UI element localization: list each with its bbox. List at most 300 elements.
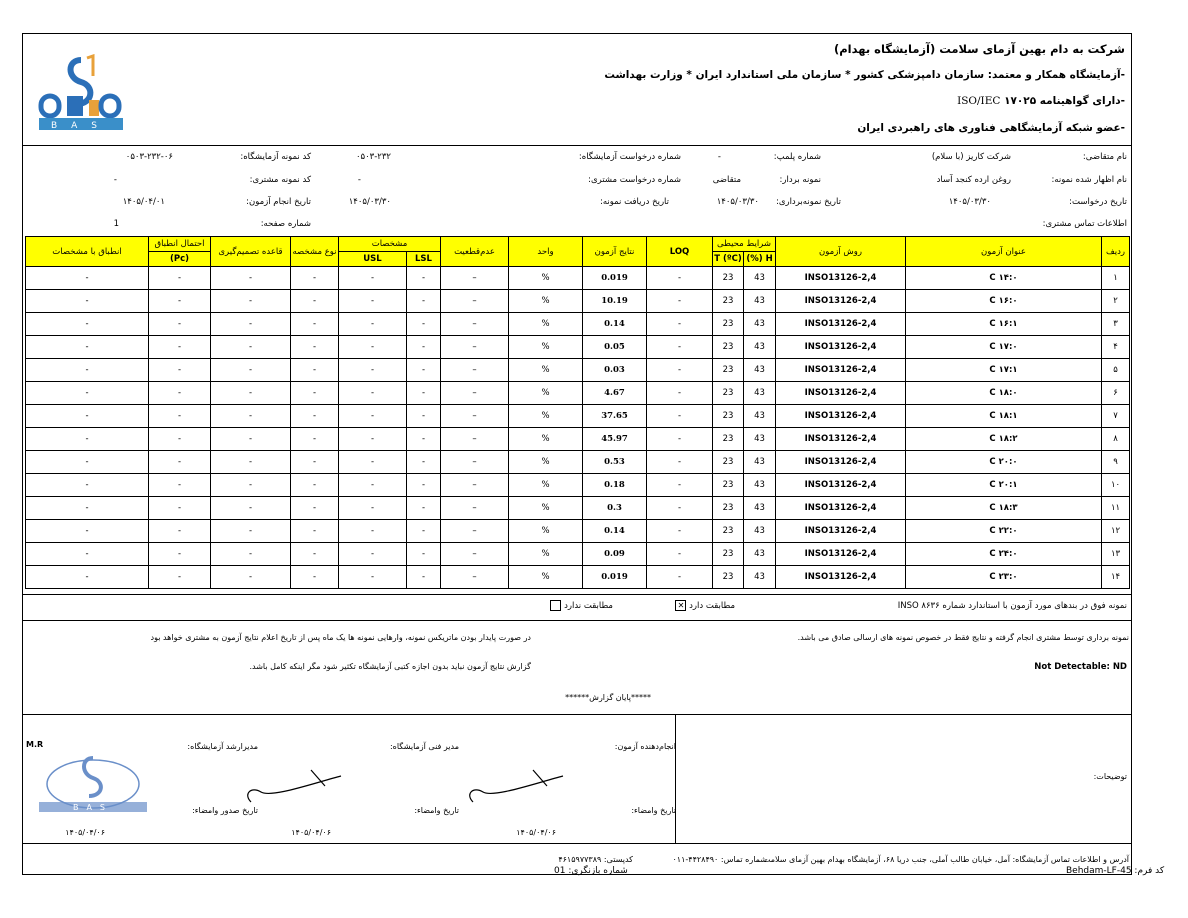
header-unit: واحد [509, 237, 583, 267]
cell-decision-rule: - [211, 428, 291, 451]
cell-unit: % [509, 382, 583, 405]
table-row [26, 405, 1130, 428]
copy-note: گزارش نتایج آزمون نباید بدون اجازه کتبی آزمایشگاه تکثیر شود مگر اینکه کامل باشد. [249, 662, 531, 671]
cell-temperature: 23 [713, 566, 744, 589]
cell-unit: % [509, 336, 583, 359]
cell-unit: % [509, 313, 583, 336]
cell-temperature: 23 [713, 313, 744, 336]
signature-top-line [23, 714, 1131, 715]
cell-result: 0.05 [583, 336, 647, 359]
cell-spec-type: - [291, 451, 339, 474]
remarks-divider [675, 714, 676, 843]
cell-loq: - [647, 359, 713, 382]
test-date-label: تاریخ انجام آزمون: [246, 197, 311, 207]
cell-lsl: - [407, 520, 441, 543]
cell-loq: - [647, 566, 713, 589]
cell-test-title: C ۲۴:۰ [906, 543, 1102, 566]
cell-temperature: 23 [713, 543, 744, 566]
not-conforms-label: مطابقت ندارد [564, 601, 613, 611]
revision-number: شماره بازنگری: 01 [554, 866, 628, 876]
cell-decision-rule: - [211, 497, 291, 520]
cell-conformity: - [26, 451, 149, 474]
header-specification: مشخصات [339, 237, 441, 252]
cell-conformity: - [26, 336, 149, 359]
header-temperature: T (ºC) [713, 252, 744, 267]
cell-lsl: - [407, 451, 441, 474]
cell-temperature: 23 [713, 497, 744, 520]
not-conforms-option [550, 600, 613, 611]
cell-row-number: ۱۴ [1102, 566, 1130, 589]
cell-test-method: INSO13126-2,4 [776, 451, 906, 474]
certificate-number: -دارای گواهینامه ۱۷۰۲۵ [1004, 95, 1125, 107]
mr-label: M.R [26, 740, 44, 749]
cell-humidity: 43 [744, 405, 776, 428]
sampler-value: متقاضی [712, 175, 741, 185]
nd-note: Not Detectable: ND [1034, 662, 1127, 672]
cell-uncertainty: – [441, 290, 509, 313]
cell-lsl: - [407, 497, 441, 520]
cell-row-number: ۱۲ [1102, 520, 1130, 543]
cell-usl: - [339, 336, 407, 359]
cell-uncertainty: – [441, 520, 509, 543]
cell-row-number: ۹ [1102, 451, 1130, 474]
cell-spec-type: - [291, 290, 339, 313]
cell-uncertainty: – [441, 405, 509, 428]
cell-conformity-probability: - [149, 428, 211, 451]
header-conformity-probability: احتمال انطباق [149, 237, 211, 252]
tester-signature [463, 764, 583, 810]
cell-humidity: 43 [744, 290, 776, 313]
header-spec-type: نوع مشخصه [291, 237, 339, 267]
cell-result: 45.97 [583, 428, 647, 451]
table-row [26, 497, 1130, 520]
cell-humidity: 43 [744, 359, 776, 382]
cell-decision-rule: - [211, 451, 291, 474]
tech-manager-date-value: ۱۴۰۵/۰۴/۰۶ [291, 828, 331, 837]
cell-lsl: - [407, 474, 441, 497]
header-affiliation: -آزمایشگاه همکار و معتمد: سازمان دامپزشکی کشور * سازمان ملی استاندارد ایران * وزارت بهداشت [604, 69, 1125, 81]
cell-usl: - [339, 359, 407, 382]
cell-test-method: INSO13126-2,4 [776, 313, 906, 336]
cell-conformity-probability: - [149, 405, 211, 428]
cell-row-number: ۸ [1102, 428, 1130, 451]
table-row [26, 474, 1130, 497]
cell-humidity: 43 [744, 566, 776, 589]
cell-unit: % [509, 451, 583, 474]
lab-logo [37, 54, 125, 134]
cell-humidity: 43 [744, 474, 776, 497]
cell-conformity-probability: - [149, 336, 211, 359]
cell-conformity: - [26, 313, 149, 336]
cell-result: 10.19 [583, 290, 647, 313]
cell-test-title: C ۱۸:۱ [906, 405, 1102, 428]
cell-temperature: 23 [713, 474, 744, 497]
cell-uncertainty: – [441, 451, 509, 474]
cell-temperature: 23 [713, 405, 744, 428]
table-row [26, 290, 1130, 313]
cell-uncertainty: – [441, 497, 509, 520]
cell-spec-type: - [291, 382, 339, 405]
cell-unit: % [509, 405, 583, 428]
not-conforms-checkbox[interactable] [550, 600, 561, 611]
cell-conformity: - [26, 267, 149, 290]
sampling-date-label: تاریخ نمونه‌برداری: [775, 197, 841, 207]
cell-conformity-probability: - [149, 520, 211, 543]
applicant-value: شرکت کاریز (با سلام) [931, 152, 1011, 162]
cell-row-number: ۴ [1102, 336, 1130, 359]
conforms-checkbox[interactable]: ✕ [675, 600, 686, 611]
cell-temperature: 23 [713, 428, 744, 451]
sample-name-value: روغن ارده کنجد آساد [936, 175, 1011, 185]
cell-conformity: - [26, 543, 149, 566]
cell-result: 0.14 [583, 313, 647, 336]
stamp-text: BAS [72, 803, 114, 812]
cell-conformity: - [26, 382, 149, 405]
cell-loq: - [647, 336, 713, 359]
cell-conformity: - [26, 497, 149, 520]
table-row [26, 267, 1130, 290]
header-environment: شرایط محیطی [713, 237, 776, 252]
cell-loq: - [647, 290, 713, 313]
cell-test-title: C ۲۳:۰ [906, 566, 1102, 589]
results-table [25, 236, 1130, 589]
cell-loq: - [647, 451, 713, 474]
cell-usl: - [339, 520, 407, 543]
cell-lsl: - [407, 267, 441, 290]
cell-spec-type: - [291, 267, 339, 290]
issue-date-value: ۱۴۰۵/۰۴/۰۶ [65, 828, 105, 837]
cell-temperature: 23 [713, 520, 744, 543]
cell-test-method: INSO13126-2,4 [776, 474, 906, 497]
footer-top-line [23, 843, 1131, 844]
table-row [26, 336, 1130, 359]
header-conformity: انطباق با مشخصات [26, 237, 149, 267]
cell-uncertainty: – [441, 566, 509, 589]
cell-lsl: - [407, 359, 441, 382]
cell-result: 0.03 [583, 359, 647, 382]
cell-spec-type: - [291, 543, 339, 566]
cell-row-number: ۶ [1102, 382, 1130, 405]
cell-conformity-probability: - [149, 359, 211, 382]
cell-decision-rule: - [211, 543, 291, 566]
client-request-value: - [357, 175, 361, 185]
cell-usl: - [339, 428, 407, 451]
cell-humidity: 43 [744, 382, 776, 405]
cell-decision-rule: - [211, 474, 291, 497]
cell-conformity-probability: - [149, 543, 211, 566]
logo-text: BAS [50, 121, 112, 131]
cell-unit: % [509, 520, 583, 543]
lab-phone: شماره تماس: ۴۴۲۸۴۹۰-۰۱۱ [672, 855, 767, 864]
header-uncertainty: عدم‌قطعیت [441, 237, 509, 267]
cell-test-method: INSO13126-2,4 [776, 566, 906, 589]
senior-manager-label: مدیرارشد آزمایشگاه: [187, 742, 258, 751]
header-lsl: LSL [407, 252, 441, 267]
cell-humidity: 43 [744, 336, 776, 359]
cell-spec-type: - [291, 497, 339, 520]
cell-row-number: ۷ [1102, 405, 1130, 428]
cell-row-number: ۲ [1102, 290, 1130, 313]
cell-lsl: - [407, 428, 441, 451]
cell-lsl: - [407, 382, 441, 405]
cell-uncertainty: – [441, 313, 509, 336]
request-date-value: ۱۴۰۵/۰۳/۳۰ [948, 197, 991, 207]
cell-row-number: ۱ [1102, 267, 1130, 290]
cell-loq: - [647, 267, 713, 290]
cell-test-method: INSO13126-2,4 [776, 382, 906, 405]
cell-conformity-probability: - [149, 290, 211, 313]
conforms-label: مطابقت دارد [689, 601, 735, 611]
remarks-label: توضیحات: [1093, 772, 1127, 781]
cell-conformity: - [26, 405, 149, 428]
cell-humidity: 43 [744, 428, 776, 451]
cell-row-number: ۵ [1102, 359, 1130, 382]
cell-temperature: 23 [713, 336, 744, 359]
tech-manager-date-label: تاریخ وامضاء: [414, 806, 459, 815]
cell-test-method: INSO13126-2,4 [776, 428, 906, 451]
conforms-option [675, 600, 735, 611]
cell-test-method: INSO13126-2,4 [776, 405, 906, 428]
cell-spec-type: - [291, 336, 339, 359]
header-test-title: عنوان آزمون [906, 237, 1102, 267]
cell-unit: % [509, 267, 583, 290]
cell-row-number: ۱۰ [1102, 474, 1130, 497]
cell-test-method: INSO13126-2,4 [776, 543, 906, 566]
issue-date-label: تاریخ صدور وامضاء: [192, 806, 258, 815]
cell-test-method: INSO13126-2,4 [776, 359, 906, 382]
client-request-label: شماره درخواست مشتری: [588, 175, 681, 185]
table-row [26, 382, 1130, 405]
conformity-top-line [23, 594, 1131, 595]
cell-decision-rule: - [211, 313, 291, 336]
cell-decision-rule: - [211, 405, 291, 428]
table-row [26, 451, 1130, 474]
cell-usl: - [339, 543, 407, 566]
cell-humidity: 43 [744, 520, 776, 543]
cell-uncertainty: – [441, 428, 509, 451]
client-sample-code-label: کد نمونه مشتری: [249, 175, 311, 185]
client-contact-label: اطلاعات تماس مشتری: [1042, 219, 1127, 229]
cell-conformity: - [26, 474, 149, 497]
company-name: شرکت به دام بهین آزمای سلامت (آزمایشگاه بهدام) [834, 42, 1125, 56]
cell-conformity: - [26, 428, 149, 451]
table-row [26, 313, 1130, 336]
request-number-value: ۰۵۰۳-۲۳۲ [355, 152, 391, 162]
page-number-label: شماره صفحه: [260, 219, 311, 229]
cell-decision-rule: - [211, 520, 291, 543]
header-row-number: ردیف [1102, 237, 1130, 267]
cell-usl: - [339, 405, 407, 428]
cell-humidity: 43 [744, 451, 776, 474]
cell-result: 0.18 [583, 474, 647, 497]
cell-conformity-probability: - [149, 566, 211, 589]
cell-conformity: - [26, 359, 149, 382]
cell-unit: % [509, 359, 583, 382]
test-date-value: ۱۴۰۵/۰۴/۰۱ [122, 197, 165, 207]
cell-conformity-probability: - [149, 382, 211, 405]
header-humidity: H (%) [744, 252, 776, 267]
cell-conformity-probability: - [149, 267, 211, 290]
cell-spec-type: - [291, 405, 339, 428]
cell-conformity-probability: - [149, 497, 211, 520]
cell-spec-type: - [291, 520, 339, 543]
cell-test-title: C ۱۶:۰ [906, 290, 1102, 313]
header-decision-rule: قاعده تصمیم‌گیری [211, 237, 291, 267]
header-result: نتایج آزمون [583, 237, 647, 267]
cell-lsl: - [407, 543, 441, 566]
cell-lsl: - [407, 566, 441, 589]
cell-test-method: INSO13126-2,4 [776, 290, 906, 313]
cell-humidity: 43 [744, 497, 776, 520]
header-usl: USL [339, 252, 407, 267]
lab-sample-code-value: ۰۵۰۳-۲۳۲-۰۶ [125, 152, 173, 162]
page-number-value: 1 [113, 219, 119, 229]
cell-test-title: C ۱۷:۱ [906, 359, 1102, 382]
cell-test-method: INSO13126-2,4 [776, 267, 906, 290]
cell-uncertainty: – [441, 543, 509, 566]
cell-lsl: - [407, 336, 441, 359]
tech-manager-label: مدیر فنی آزمایشگاه: [389, 742, 459, 751]
cell-loq: - [647, 382, 713, 405]
table-row [26, 543, 1130, 566]
cell-conformity-probability: - [149, 313, 211, 336]
cell-loq: - [647, 543, 713, 566]
cell-spec-type: - [291, 359, 339, 382]
cell-result: 0.09 [583, 543, 647, 566]
form-code: کد فرم: Behdam-LF-45 [1066, 866, 1165, 876]
tech-manager-signature [241, 764, 361, 810]
cell-humidity: 43 [744, 267, 776, 290]
sample-name-label: نام اظهار شده نمونه: [1051, 175, 1127, 185]
table-row [26, 428, 1130, 451]
cell-decision-rule: - [211, 566, 291, 589]
cell-spec-type: - [291, 566, 339, 589]
header-test-method: روش آزمون [776, 237, 906, 267]
cell-unit: % [509, 474, 583, 497]
cell-usl: - [339, 267, 407, 290]
cell-loq: - [647, 405, 713, 428]
cell-unit: % [509, 566, 583, 589]
conformity-statement: نمونه فوق در بندهای مورد آزمون با استاندارد شماره ۸۶۳۶ INSO [897, 601, 1127, 611]
sampling-note: نمونه برداری توسط مشتری انجام گرفته و نتایج فقط در خصوص نمونه های ارسالی صادق می باشد. [797, 633, 1129, 642]
cell-loq: - [647, 428, 713, 451]
cell-decision-rule: - [211, 267, 291, 290]
cell-test-title: C ۲۰:۱ [906, 474, 1102, 497]
cell-result: 0.019 [583, 267, 647, 290]
cell-uncertainty: – [441, 267, 509, 290]
cell-result: 0.3 [583, 497, 647, 520]
cell-decision-rule: - [211, 336, 291, 359]
tester-label: انجام‌دهنده آزمون: [614, 742, 676, 751]
end-of-report: *****پایان گزارش****** [565, 693, 651, 702]
notes-top-line [23, 620, 1131, 621]
cell-spec-type: - [291, 313, 339, 336]
cell-row-number: ۱۳ [1102, 543, 1130, 566]
cell-test-title: C ۲۲:۰ [906, 520, 1102, 543]
sampling-date-value: ۱۴۰۵/۰۳/۳۰ [716, 197, 759, 207]
cell-conformity-probability: - [149, 451, 211, 474]
cell-unit: % [509, 497, 583, 520]
table-row [26, 566, 1130, 589]
cell-test-title: C ۲۰:۰ [906, 451, 1102, 474]
cell-decision-rule: - [211, 382, 291, 405]
seal-label: شماره پلمپ: [773, 152, 821, 162]
report-page [22, 33, 1132, 875]
cell-usl: - [339, 290, 407, 313]
request-number-label: شماره درخواست آزمایشگاه: [578, 152, 681, 162]
cell-spec-type: - [291, 474, 339, 497]
cell-usl: - [339, 313, 407, 336]
cell-decision-rule: - [211, 359, 291, 382]
cell-conformity: - [26, 520, 149, 543]
table-row [26, 520, 1130, 543]
cell-conformity-probability: - [149, 474, 211, 497]
cell-temperature: 23 [713, 267, 744, 290]
retention-note: در صورت پایدار بودن ماتریکس نمونه، وارهایی نمونه ها یک ماه پس از تاریخ اعلام نتایج آزمون به مشتری خواهد بود [150, 633, 531, 642]
cell-result: 4.67 [583, 382, 647, 405]
lab-stamp [33, 754, 153, 818]
cell-temperature: 23 [713, 451, 744, 474]
cell-temperature: 23 [713, 359, 744, 382]
receive-date-label: تاریخ دریافت نمونه: [599, 197, 669, 207]
iso-label: ISO/IEC [957, 95, 1001, 107]
lab-address: آدرس و اطلاعات تماس آزمایشگاه: آمل، خیابان طالب آملی، جنب دریا ۶۸، آزمایشگاه بهدام بهین آزمای سلامت [762, 855, 1129, 864]
cell-spec-type: - [291, 428, 339, 451]
cell-temperature: 23 [713, 382, 744, 405]
cell-test-title: C ۱۴:۰ [906, 267, 1102, 290]
cell-loq: - [647, 313, 713, 336]
cell-uncertainty: – [441, 336, 509, 359]
lab-postal-code: کدپستی: ۴۶۱۵۹۷۷۳۸۹ [558, 855, 633, 864]
cell-usl: - [339, 382, 407, 405]
cell-row-number: ۱۱ [1102, 497, 1130, 520]
cell-unit: % [509, 543, 583, 566]
cell-usl: - [339, 451, 407, 474]
cell-result: 0.14 [583, 520, 647, 543]
cell-usl: - [339, 497, 407, 520]
cell-row-number: ۳ [1102, 313, 1130, 336]
cell-result: 37.65 [583, 405, 647, 428]
cell-result: 0.019 [583, 566, 647, 589]
tester-date-value: ۱۴۰۵/۰۴/۰۶ [516, 828, 556, 837]
lab-sample-code-label: کد نمونه آزمایشگاه: [240, 152, 311, 162]
cell-humidity: 43 [744, 543, 776, 566]
seal-value: - [717, 152, 721, 162]
header-network: -عضو شبکه آزمایشگاهی فناوری های راهبردی ایران [857, 122, 1125, 134]
cell-test-title: C ۱۸:۳ [906, 497, 1102, 520]
cell-unit: % [509, 428, 583, 451]
cell-uncertainty: – [441, 474, 509, 497]
cell-loq: - [647, 520, 713, 543]
receive-date-value: ۱۴۰۵/۰۳/۳۰ [348, 197, 391, 207]
header-pc: (Pc) [149, 252, 211, 267]
results-body [26, 267, 1130, 589]
cell-uncertainty: – [441, 359, 509, 382]
cell-loq: - [647, 497, 713, 520]
cell-test-method: INSO13126-2,4 [776, 520, 906, 543]
cell-test-title: C ۱۶:۱ [906, 313, 1102, 336]
cell-humidity: 43 [744, 313, 776, 336]
cell-test-title: C ۱۸:۰ [906, 382, 1102, 405]
cell-usl: - [339, 566, 407, 589]
cell-unit: % [509, 290, 583, 313]
cell-test-method: INSO13126-2,4 [776, 336, 906, 359]
cell-conformity: - [26, 566, 149, 589]
cell-result: 0.53 [583, 451, 647, 474]
cell-loq: - [647, 474, 713, 497]
header-certificate [957, 95, 1125, 107]
cell-conformity: - [26, 290, 149, 313]
